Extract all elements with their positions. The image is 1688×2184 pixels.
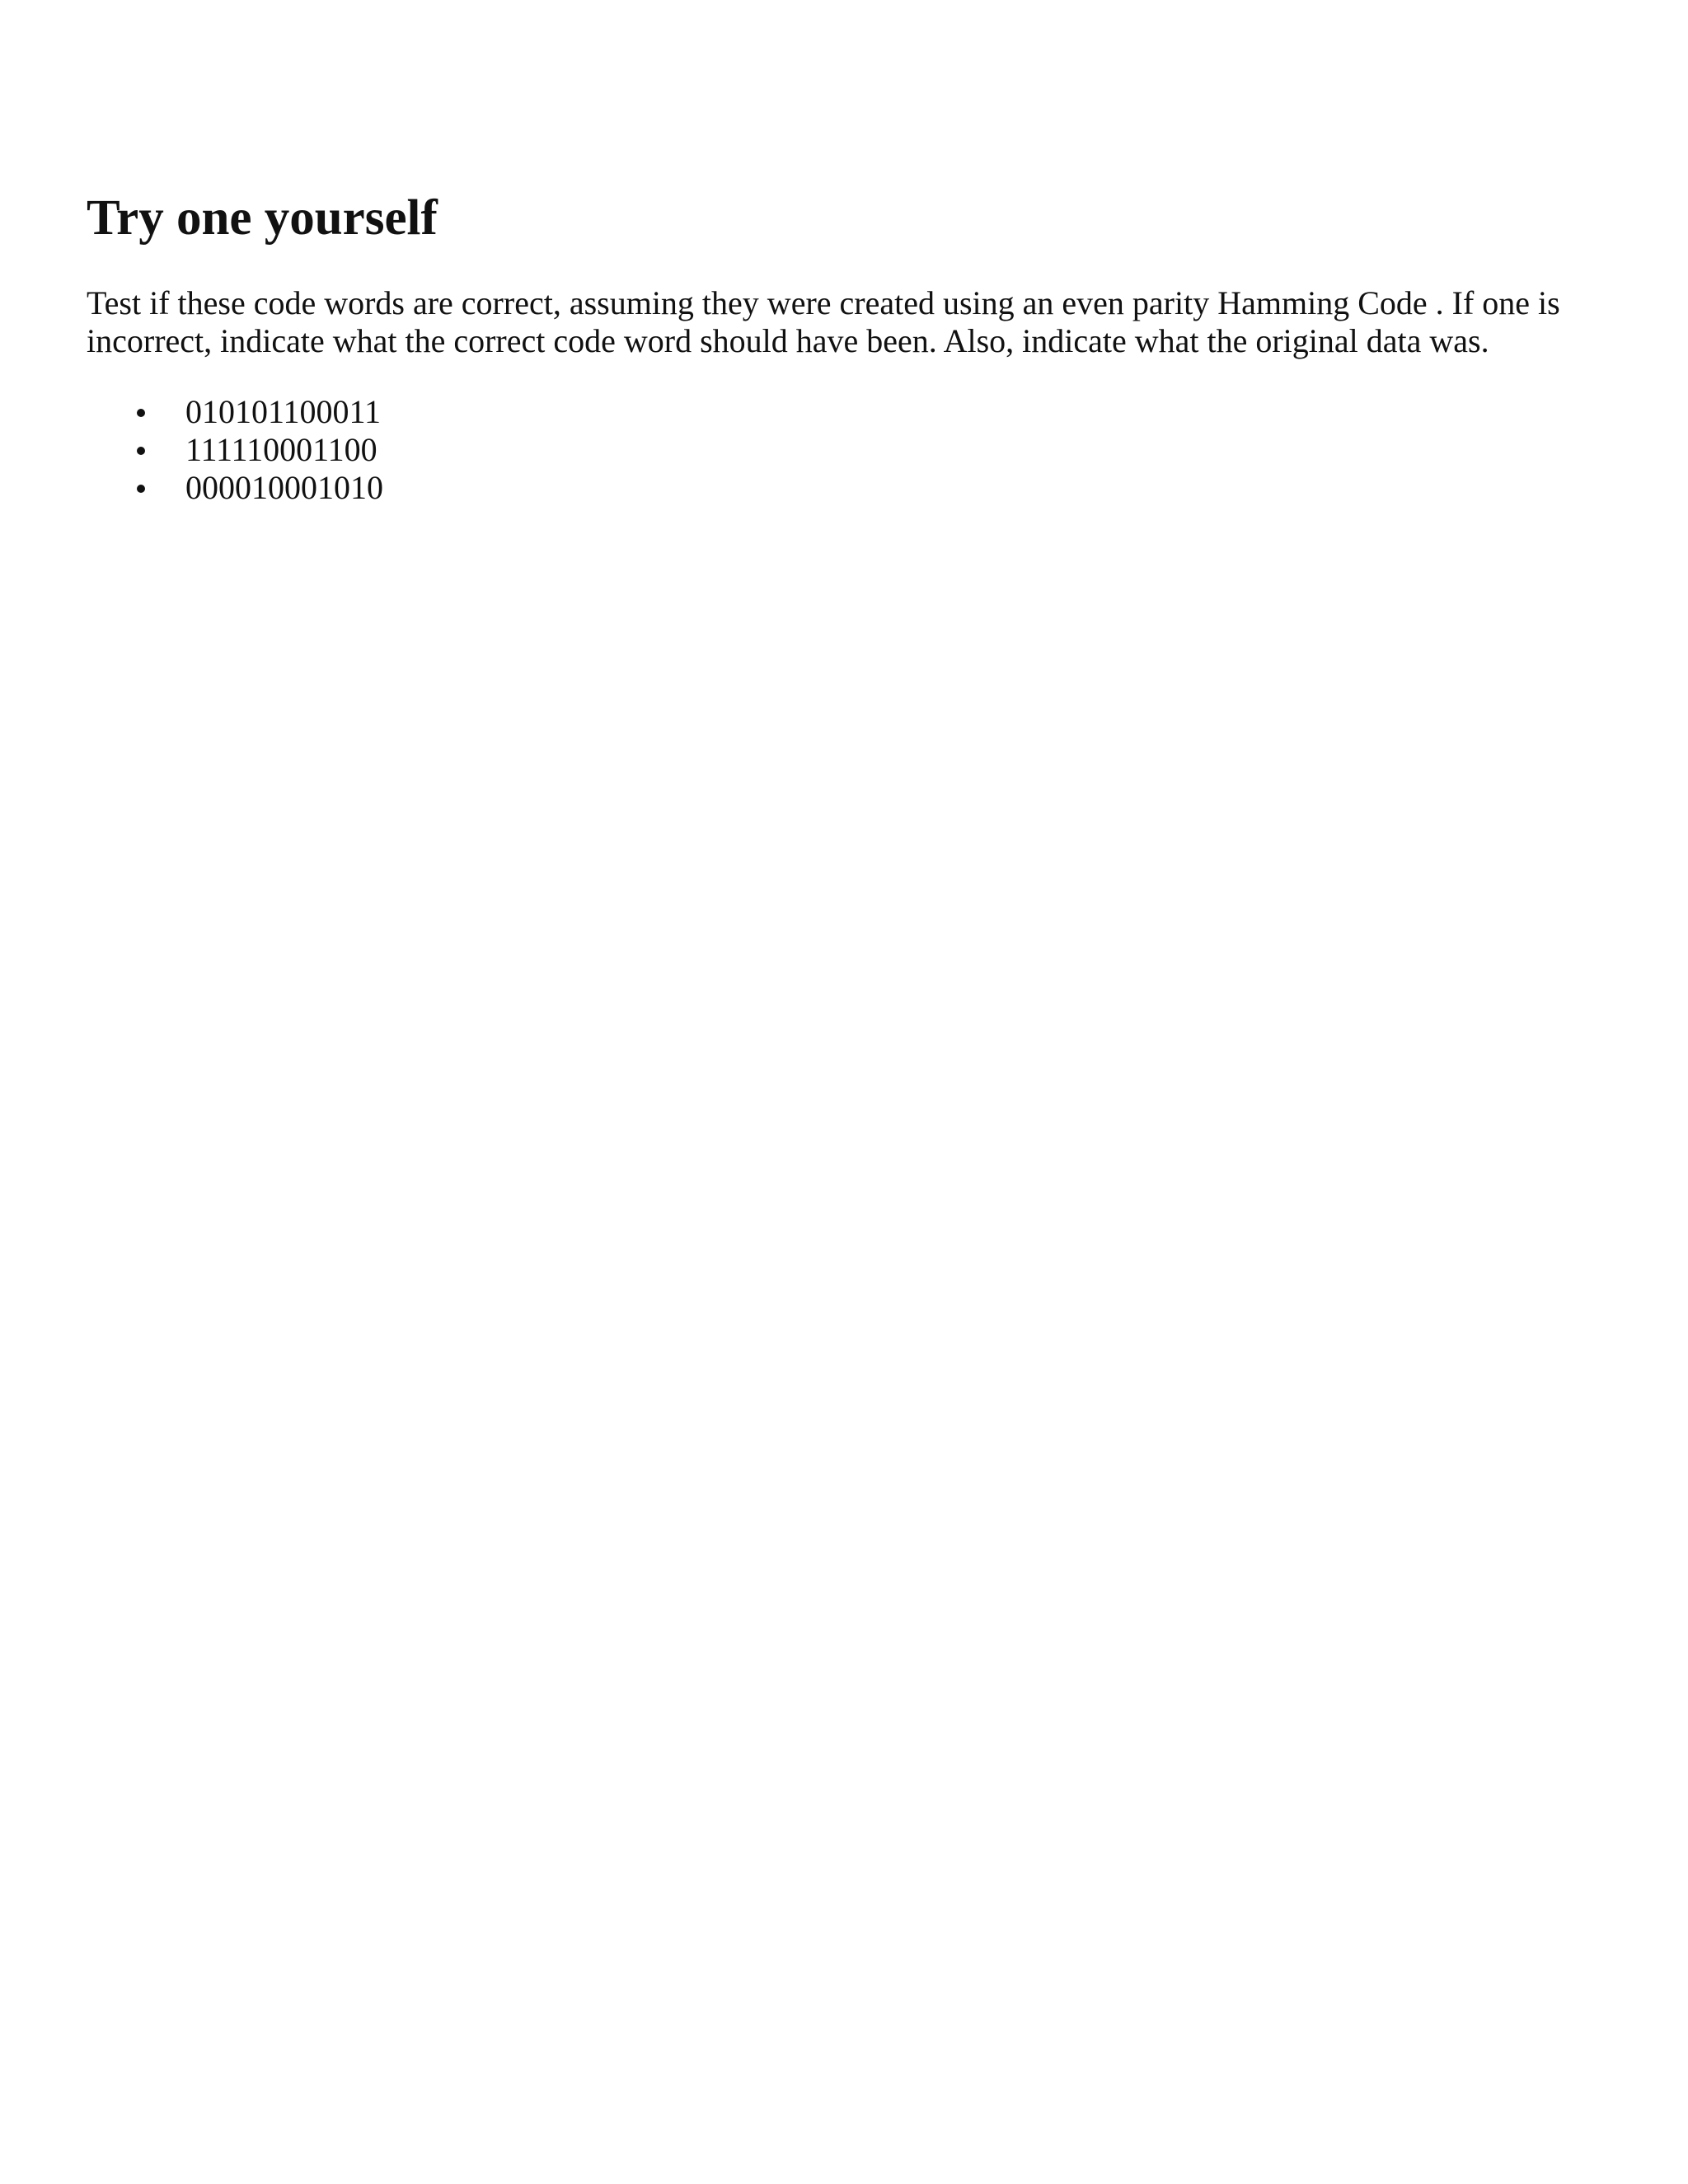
document-page bbox=[87, 190, 1587, 507]
instructions-paragraph: Test if these code words are correct, assuming they were created using an even parity Hamming Code . If one is incorrect, indicate what the correct code word should have been. Also, indicate what the original data was. bbox=[87, 284, 1560, 360]
list-item: 010101100011 bbox=[185, 393, 1587, 431]
page-title: Try one yourself bbox=[87, 190, 438, 246]
list-item: 111110001100 bbox=[185, 431, 1587, 469]
list-item: 000010001010 bbox=[185, 469, 1587, 507]
code-word-list bbox=[87, 393, 1587, 507]
